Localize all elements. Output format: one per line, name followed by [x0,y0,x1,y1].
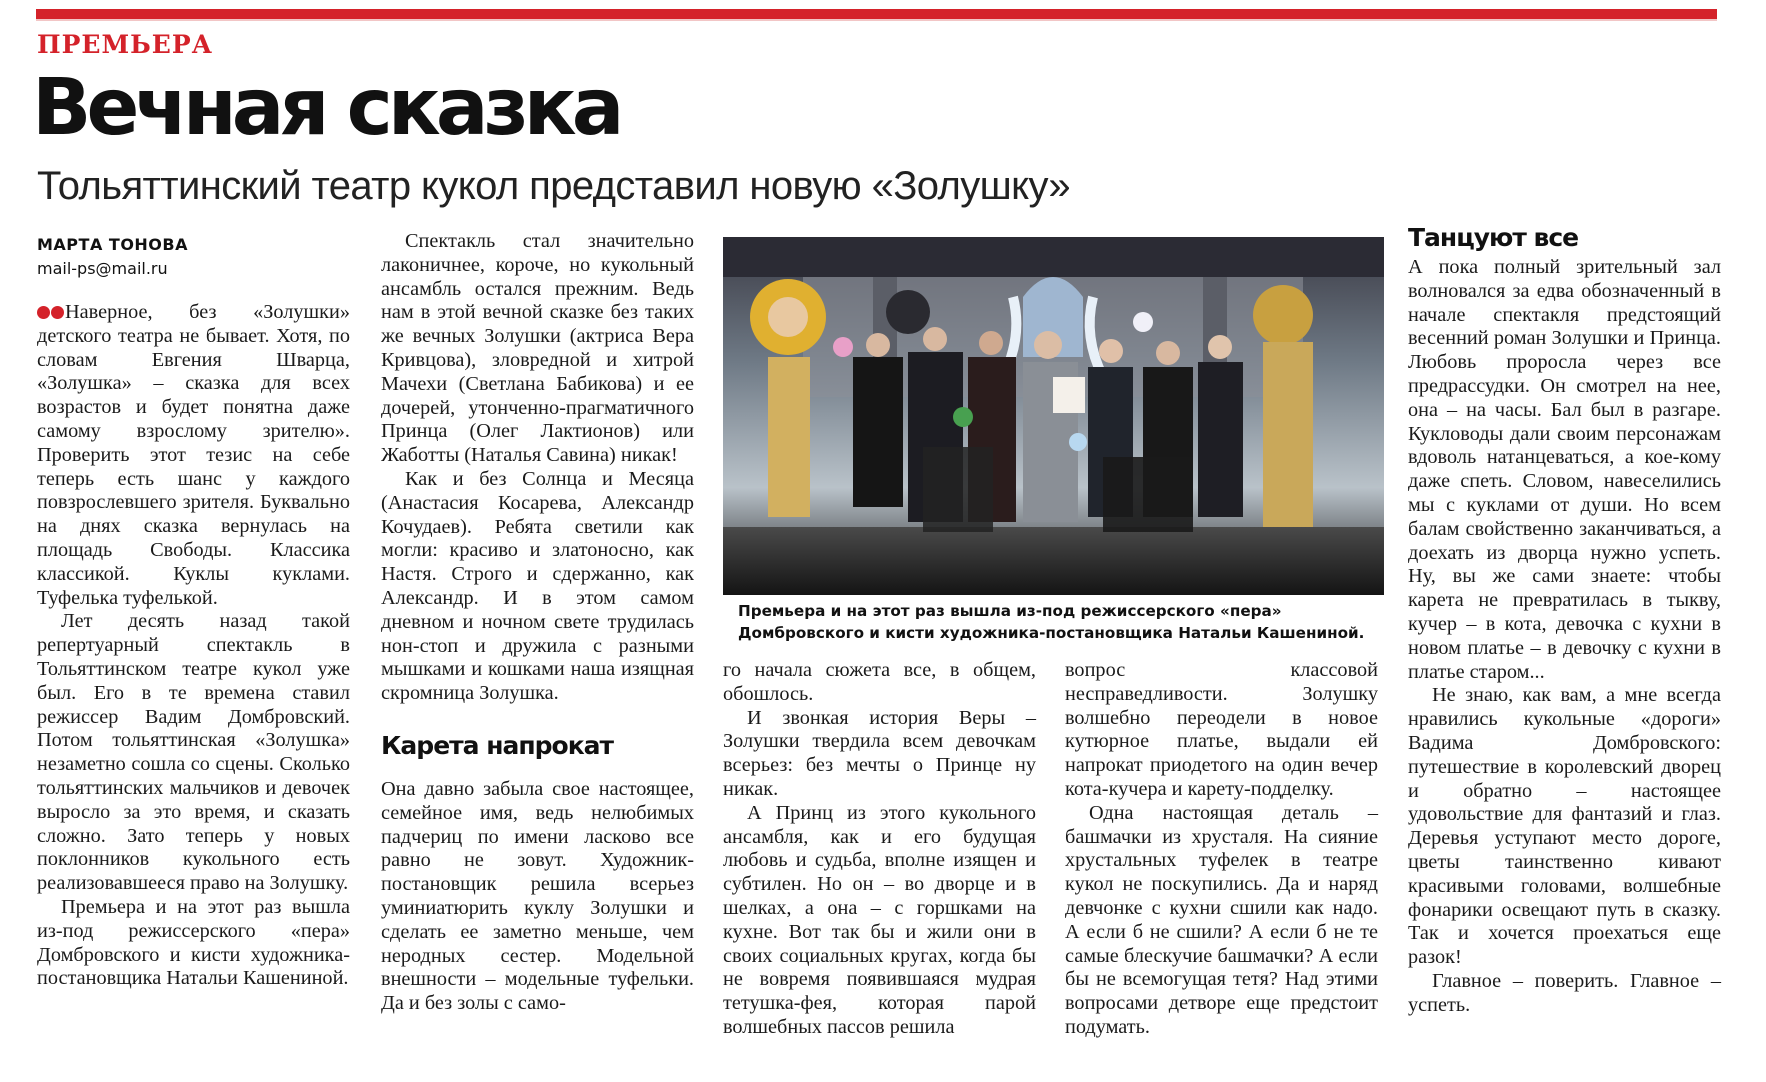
paragraph: Главное – поверить. Главное – успеть. [1408,969,1721,1016]
paragraph: Наверное, без «Золушки» детского театра не бывает. Хотя, по словам Евгения Шварца, «Золушка» – сказка для всех возрастов и будет понятна даже самому взрослому зрителю». Проверить этот тезис на себе теперь есть шанс у каждого повзрослевшего зрителя. Буквально на днях сказка вернулась на площадь Свободы. Классика классикой. Куклы куклами. Туфелька туфелькой. [37,301,350,609]
rubric-label: ПРЕМЬЕРА [37,30,213,59]
paragraph: Не знаю, как вам, а мне всегда нравились кукольные «дороги» Вадима Домбровского: путешествие в королевский дворец и обратно – настоящее удовольствие для фантазий и глаз. Деревья уступают место дороге, цветы таинственно кивают красивыми головами, волшебные фонарики освещают путь в сказку. Так и хочется проехаться еще разок! [1408,684,1721,969]
article-headline: Вечная сказка [32,63,620,153]
article-subheadline: Тольяттинский театр кукол представил новую «Золушку» [37,164,1071,208]
paragraph: А пока полный зрительный зал волновался за едва обозначенный в начале спектакля предстоящий весенний роман Золушки и Принца. Любовь проросла через все предрассудки. Он смотрел на нее, она – на часы. Бал был в разгаре. Кукловоды дали своим персонажам вдоволь натанцеваться, а кое-кому даже спеть. Словом, навеселились мы с куклами от души. Но всем балам свойственно заканчиваться, а доехать из дворца нужно успеть. Ну, вы же сами знаете: чтобы карета не превратилась в тыкву, кучер – в кота, девочка с кухни в новом платье – в девочку с кухни в платье старом... [1408,256,1721,683]
stage-photo [723,237,1384,595]
paragraph: Как и без Солнца и Месяца (Анастасия Косарева, Александр Кочудаев). Ребята светили как могли: красиво и златоносно, как Настя. Строго и сдержанно, как Александр. И в этом самом дневном и ночном свете трудилась нон-стоп и дружила с разными мышками и кошками наша изящная скромница Золушка. [381,467,694,705]
paragraph: А Принц из этого кукольного ансамбля, как и его будущая любовь и судьба, вполне изящен и субтилен. Но он – во дворце и в шелках, а она – с горшками на кухне. Вот так бы и жили они в своих социальных кругах, когда бы не вовремя появившаяся мудрая тетушка-фея, которая парой волшебных пассов решила [723,801,1036,1038]
bullet-marks-icon [37,302,65,316]
article-column-1 [37,301,350,991]
section-heading: Танцуют все [1408,223,1579,252]
article-column-3 [723,659,1036,1040]
article-column-2 [381,230,694,1016]
paragraph: го начала сюжета все, в общем, обошлось. [723,659,1036,705]
paragraph: И звонкая история Веры – Золушки твердила всем девочкам всерьез: без мечты о Принце ну никак. [723,706,1036,800]
paragraph: Спектакль стал значительно лаконичнее, короче, но кукольный ансамбль остался прежним. Ведь нам в этой вечной сказке без таких же вечных Золушки (актриса Вера Кривцова), зловредной и хитрой Мачехи (Светлана Бабикова) и ее дочерей, утонченно-прагматичного Принца (Олег Лактионов) или Жаботты (Наталья Савина) никак! [381,230,694,467]
paragraph: Премьера и на этот раз вышла из-под режиссерского «пера» Домбровского и кисти художника-постановщика Натальи Кашениной. [37,895,350,990]
top-red-rule [36,9,1717,21]
photo-caption: Премьера и на этот раз вышла из-под режиссерского «пера» Домбровского и кисти художника-постановщика Натальи Кашениной. [738,602,1365,642]
section-heading: Карета напрокат [381,730,614,760]
author-name: МАРТА ТОНОВА [37,235,188,254]
paragraph: Одна настоящая деталь – башмачки из хрусталя. На сияние хрустальных туфелек в театре кукол не поскупились. Да и наряд девчонке с кухни сшили как надо. А если б не сшили? А если б не те самые блескучие башмачки? А если бы не всемогущая тетя? Над этими вопросами детворе еще предстоит подумать. [1065,801,1378,1038]
article-column-5 [1408,222,1721,1018]
photo-illustration [723,237,1384,595]
paragraph: Она давно забыла свое настоящее, семейное имя, ведь нелюбимых падчериц по имени ласково все равно не зовут. Художник-постановщик решила всерьез уминиатюрить куклу Золушки и сделать ее заметно меньше, чем неродных сестер. Модельной внешности – модельные туфельки. Да и без золы с само- [381,777,694,1015]
paragraph: вопрос классовой несправедливости. Золушку волшебно переодели в новое кутюрное платье, выдали ей напрокат приодетого на один вечер кота-кучера и карету-подделку. [1065,659,1378,800]
author-email[interactable]: mail-ps@mail.ru [37,259,168,278]
article-column-4 [1065,659,1378,1040]
paragraph: Лет десять назад такой репертуарный спектакль в Тольяттинском театре кукол уже был. Его в те времена ставил режиссер Вадим Домбровский. Потом тольяттинская «Золушка» незаметно сошла со сцены. Сколько тольяттинских мальчиков и девочек выросло за это время, и сказать сложно. Зато теперь у новых поклонников кукольного есть реализовавшееся право на Золушку. [37,610,350,895]
